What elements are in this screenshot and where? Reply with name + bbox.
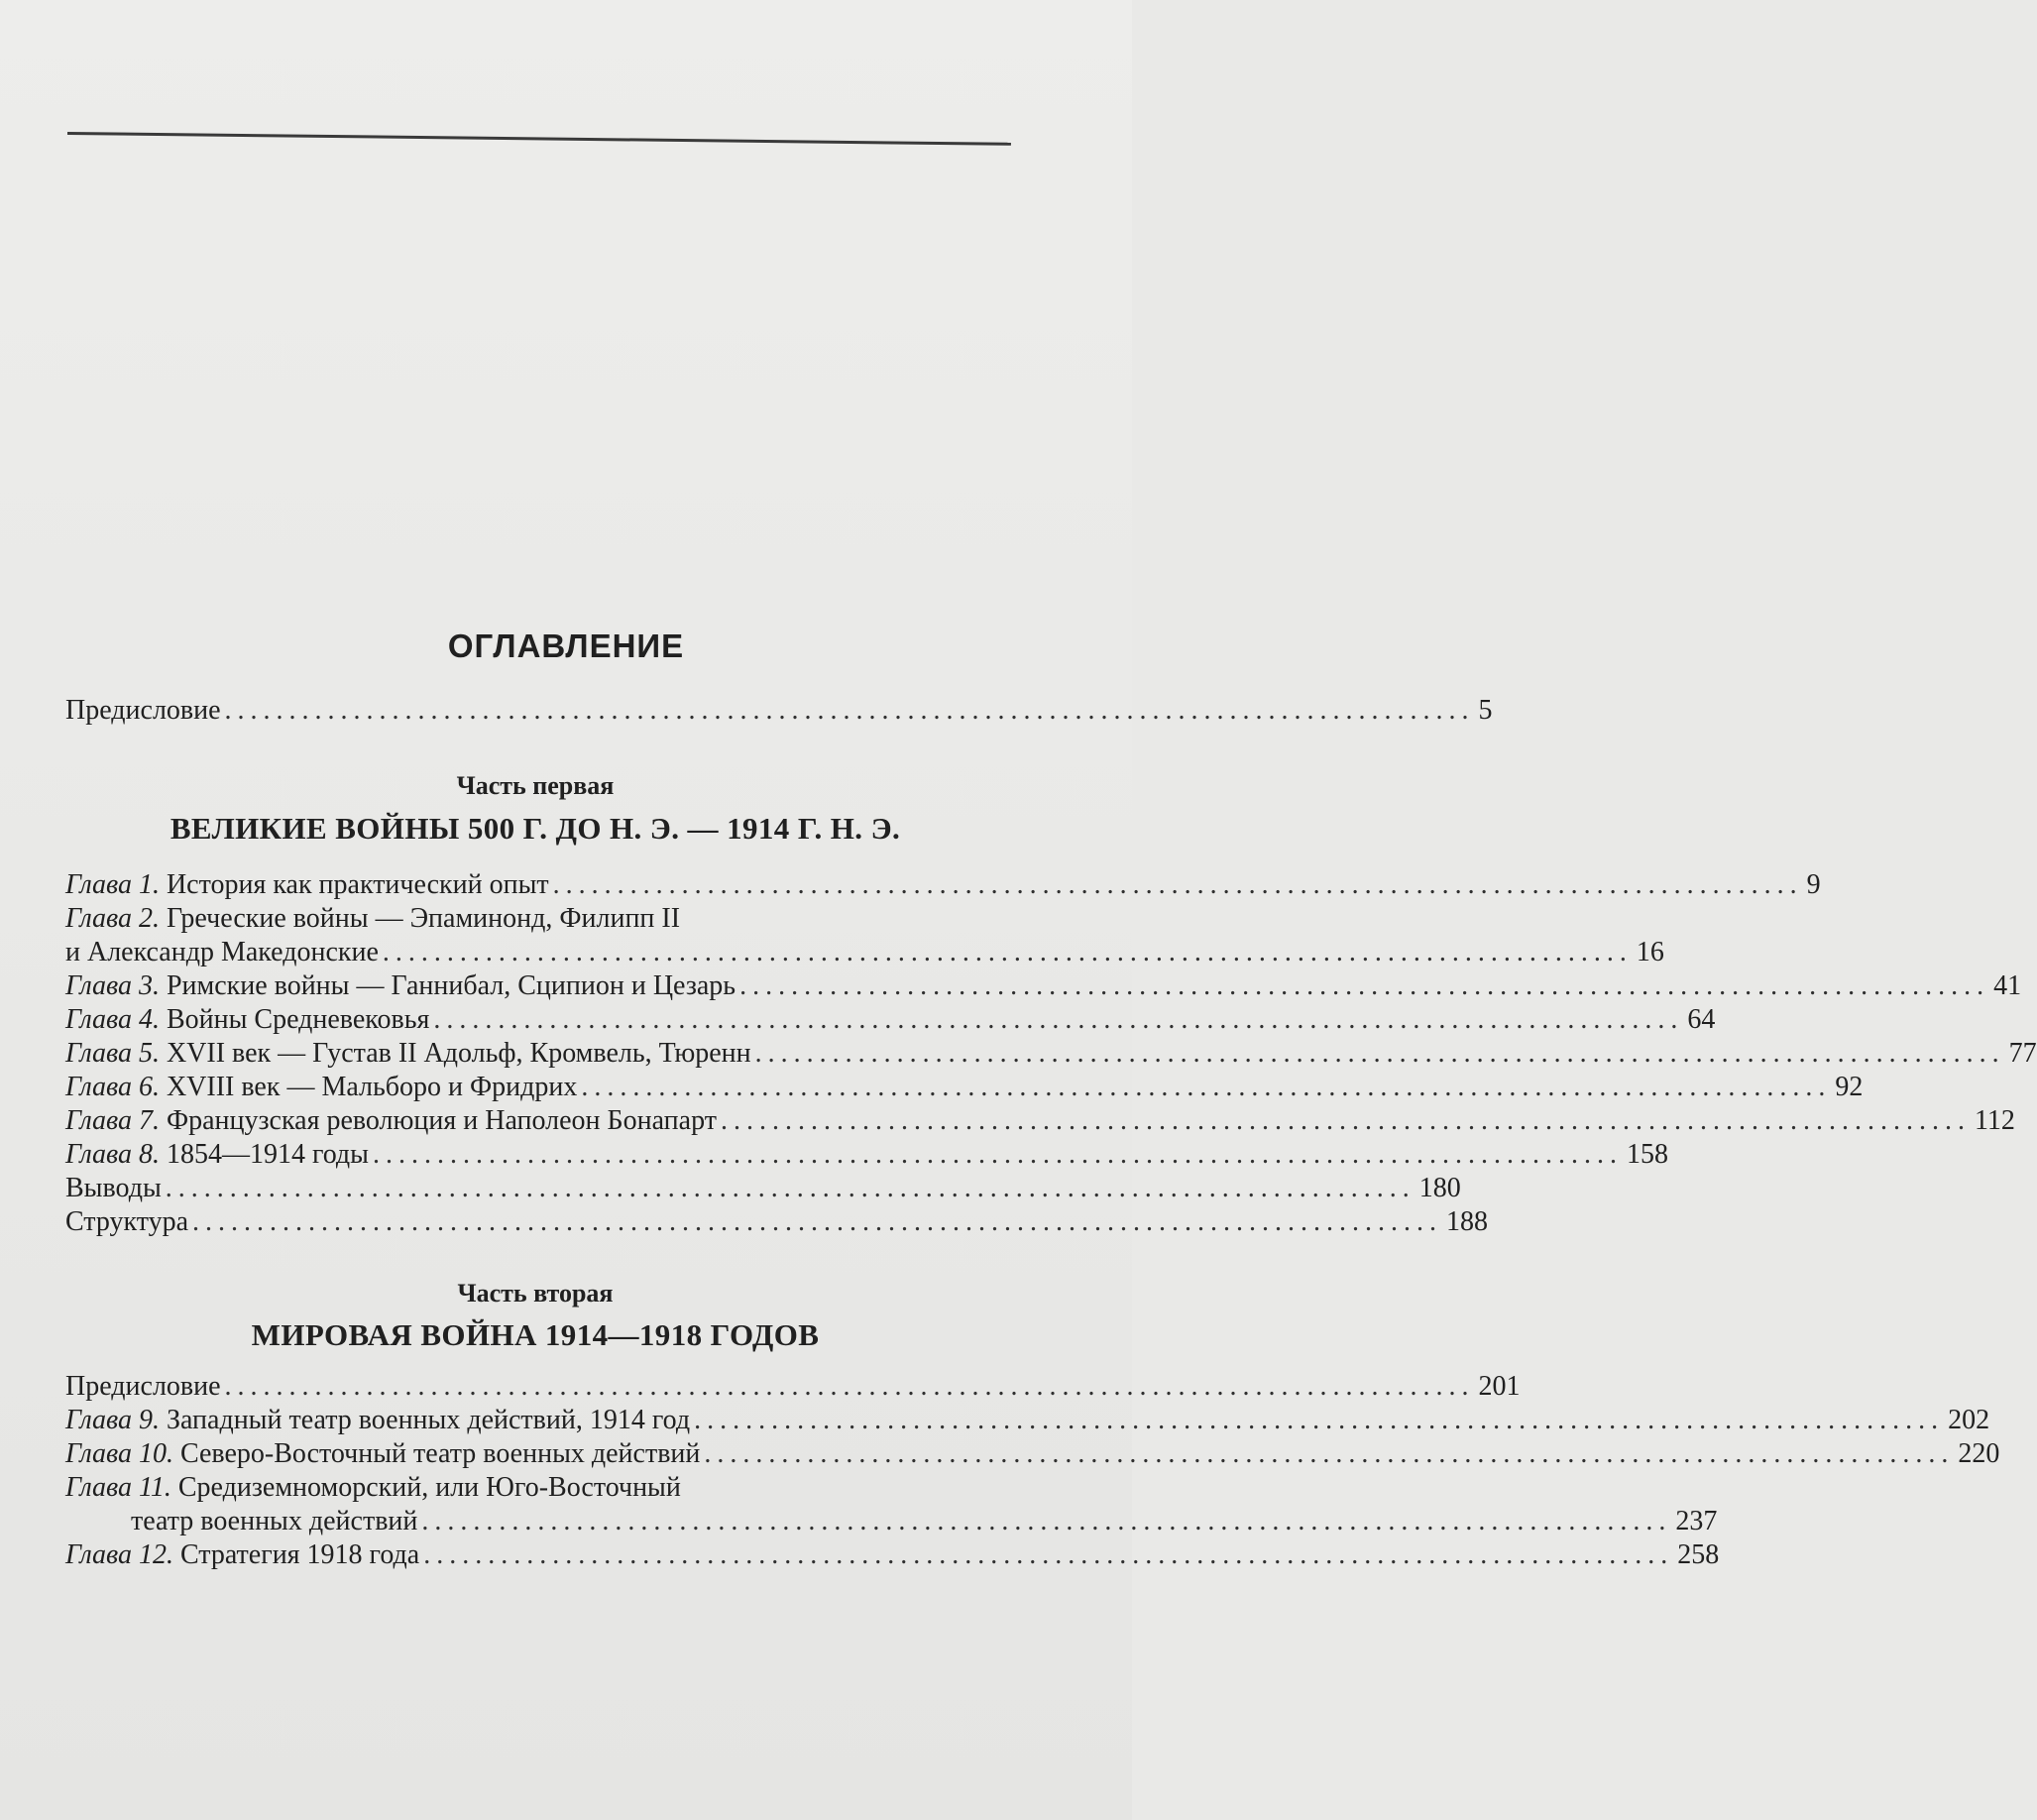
entry-page: 5 <box>1478 695 1493 726</box>
chapter-label: Глава 2. <box>65 903 160 934</box>
chapter-page: 16 <box>1636 937 1664 967</box>
toc-entry-chapter-11 <box>65 1471 997 1505</box>
chapter-page: 92 <box>1835 1072 1864 1102</box>
leader-dots: ................................................................................................. <box>382 937 1633 967</box>
chapter-page: 220 <box>1958 1438 2000 1469</box>
leader-dots: ................................................................................................. <box>421 1506 1672 1536</box>
chapter-label: Глава 10. <box>65 1438 173 1469</box>
leader-dots: ................................................................................................. <box>694 1405 1945 1435</box>
chapter-title: Войны Средневековья <box>166 1004 430 1035</box>
chapter-label: Глава 1. <box>65 869 160 900</box>
header-rule <box>67 132 1011 146</box>
chapter-label: Глава 8. <box>65 1139 160 1170</box>
chapter-title: Французская революция и Наполеон Бонапарт <box>166 1105 717 1136</box>
leader-dots: ................................................................................................. <box>739 970 1990 1001</box>
entry-page: 180 <box>1418 1173 1461 1203</box>
chapter-label: Глава 11. <box>65 1472 171 1503</box>
toc-entry-chapter-9 <box>65 1404 1990 1437</box>
part1-title: ВЕЛИКИЕ ВОЙНЫ 500 Г. ДО Н. Э. — 1914 Г. Н. Э. <box>170 811 901 846</box>
toc-entry-chapter-11-cont <box>65 1505 1718 1538</box>
entry-title: Предисловие <box>65 1371 221 1402</box>
part1-label: Часть первая <box>456 771 615 800</box>
chapter-title: Западный театр военных действий, 1914 год <box>166 1405 691 1435</box>
toc-entry-chapter-10 <box>65 1437 2000 1471</box>
toc-entry-chapter-2 <box>65 902 997 936</box>
leader-dots: ................................................................................................. <box>165 1173 1415 1203</box>
chapter-title: Стратегия 1918 года <box>179 1539 420 1570</box>
chapter-label: Глава 6. <box>65 1072 160 1102</box>
leader-dots: ................................................................................................. <box>224 1371 1475 1402</box>
toc-entry-preface <box>65 694 1493 728</box>
chapter-page: 258 <box>1677 1539 1720 1570</box>
toc-entry-chapter-6 <box>65 1071 1864 1104</box>
chapter-title: XVIII век — Мальборо и Фридрих <box>166 1072 578 1102</box>
entry-title: Структура <box>65 1206 189 1237</box>
page-title: ОГЛАВЛЕНИЕ <box>447 627 685 664</box>
leader-dots: ................................................................................................. <box>704 1438 1955 1469</box>
chapter-title: 1854—1914 годы <box>166 1139 369 1170</box>
chapter-label: Глава 12. <box>65 1539 173 1570</box>
chapter-label: Глава 4. <box>65 1004 160 1035</box>
chapter-label: Глава 7. <box>65 1105 160 1136</box>
entry-title: Предисловие <box>65 695 221 726</box>
toc-part1 <box>65 868 2037 1239</box>
toc-part2 <box>65 1370 2000 1572</box>
leader-dots: ................................................................................................. <box>373 1139 1623 1170</box>
toc-entry-chapter-12 <box>65 1538 1720 1572</box>
chapter-label: Глава 3. <box>65 970 160 1001</box>
chapter-title: Средиземноморский, или Юго-Восточный <box>177 1472 681 1503</box>
leader-dots: ................................................................................................. <box>423 1539 1674 1570</box>
toc-entry-chapter-5 <box>65 1037 2037 1071</box>
part2-title: МИРОВАЯ ВОЙНА 1914—1918 ГОДОВ <box>251 1317 820 1352</box>
leader-dots: ................................................................................................. <box>552 869 1803 900</box>
entry-page: 188 <box>1446 1206 1489 1237</box>
chapter-title: XVII век — Густав II Адольф, Кромвель, Тюренн <box>166 1038 751 1069</box>
chapter-title: Северо-Восточный театр военных действий <box>179 1438 701 1469</box>
leader-dots: ................................................................................................. <box>192 1206 1443 1237</box>
toc-entry-chapter-4 <box>65 1003 1716 1037</box>
entry-page: 201 <box>1478 1371 1521 1402</box>
chapter-page: 41 <box>1993 970 2022 1001</box>
toc-entry-chapter-7 <box>65 1104 2015 1138</box>
chapter-page: 112 <box>1974 1105 2015 1136</box>
leader-dots: ................................................................................................. <box>433 1004 1684 1035</box>
chapter-label: Глава 5. <box>65 1038 160 1069</box>
leader-dots: ................................................................................................. <box>224 695 1475 726</box>
chapter-page: 202 <box>1948 1405 1990 1435</box>
toc-entry-chapter-2-cont <box>65 936 1664 969</box>
toc-front <box>65 694 1493 728</box>
chapter-page: 77 <box>2008 1038 2037 1069</box>
part2-label: Часть вторая <box>457 1279 614 1308</box>
chapter-label: Глава 9. <box>65 1405 160 1435</box>
toc-entry-chapter-8 <box>65 1138 1668 1172</box>
chapter-title-continued: театр военных действий <box>131 1506 418 1536</box>
toc-entry-chapter-3 <box>65 969 2022 1003</box>
chapter-page: 64 <box>1687 1004 1716 1035</box>
toc-entry-conclusions <box>65 1172 1461 1205</box>
leader-dots: ................................................................................................. <box>754 1038 2005 1069</box>
chapter-title: История как практический опыт <box>166 869 549 900</box>
leader-dots: ................................................................................................. <box>720 1105 1971 1136</box>
toc-entry-part2-preface <box>65 1370 1521 1404</box>
leader-dots: ................................................................................................. <box>581 1072 1832 1102</box>
chapter-page: 9 <box>1806 869 1821 900</box>
chapter-title-continued: и Александр Македонские <box>65 937 379 967</box>
toc-entry-chapter-1 <box>65 868 1821 902</box>
entry-title: Выводы <box>65 1173 162 1203</box>
chapter-page: 237 <box>1675 1506 1718 1536</box>
chapter-page: 158 <box>1627 1139 1668 1170</box>
chapter-title: Римские войны — Ганнибал, Сципион и Цезарь <box>166 970 736 1001</box>
chapter-title: Греческие войны — Эпаминонд, Филипп II <box>166 903 681 934</box>
toc-entry-structure <box>65 1205 1489 1239</box>
